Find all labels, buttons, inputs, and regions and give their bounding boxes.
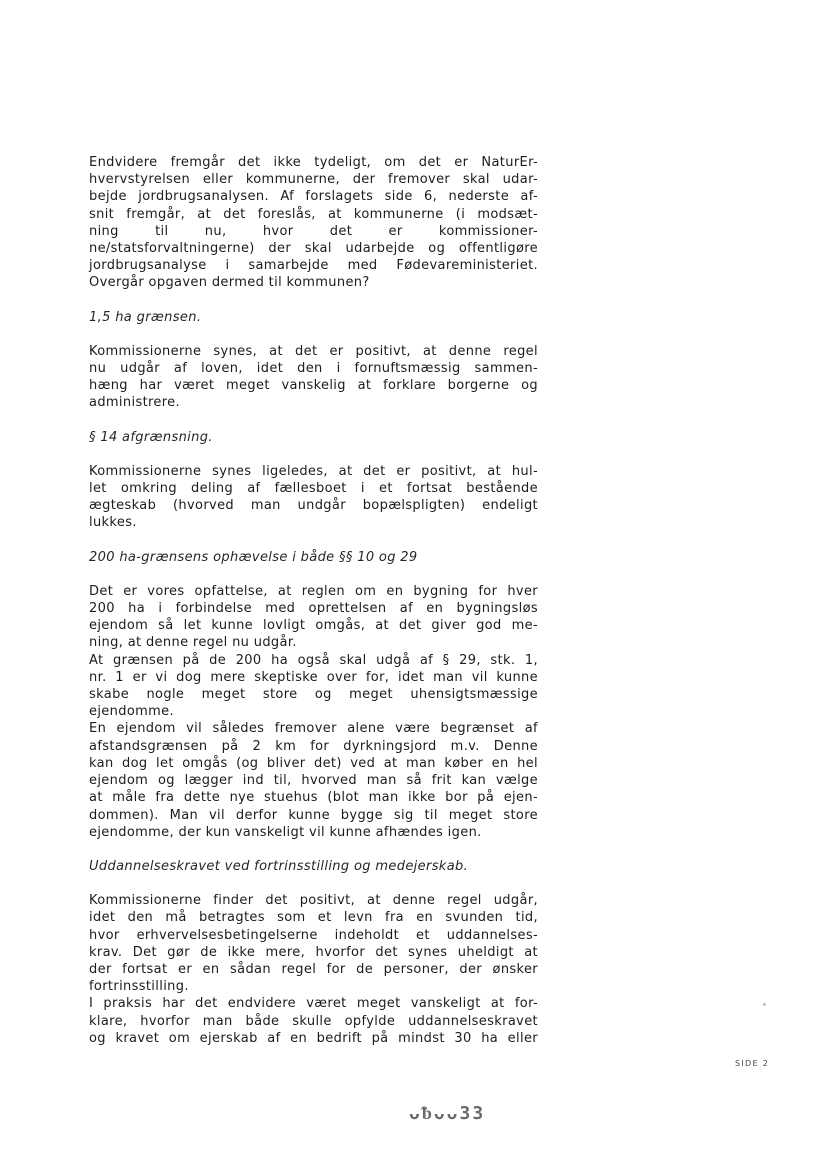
text-line: bejde jordbrugsanalysen. Af forslagets side 6, nederste af- [89,189,538,205]
text-line: I praksis har det endvidere været meget vanskeligt at for- [89,996,538,1012]
text-line: Kommissionerne finder det positivt, at denne regel udgår, [89,893,538,909]
text-line: ne/statsforvaltningerne) der skal udarbejde og offentligøre [89,241,538,257]
text-line: klare, hvorfor man både skulle opfylde uddannelseskravet [89,1013,538,1029]
text-line: administrere. [89,395,181,411]
text-line: kan dog let omgås (og bliver det) ved at man køber en hel [89,755,538,771]
section-heading: § 14 afgrænsning. [89,429,213,445]
text-line: ejendom så let kunne lovligt omgås, at det giver god me- [89,618,538,634]
spacer [89,446,538,463]
text-line: jordbrugsanalyse i samarbejde med Fødevareministeriet. [89,258,538,274]
text-line: krav. Det gør de ikke mere, hvorfor det synes uheldigt at [89,944,538,960]
section-heading: 200 ha-grænsens ophævelse i både §§ 10 og 29 [89,549,418,565]
spacer [89,326,538,343]
text-line: dommen). Man vil derfor kunne bygge sig til meget store [89,807,538,823]
text-line: snit fremgår, at det foreslås, at kommunerne (i modsæt- [89,206,538,222]
document-body [89,154,538,1047]
paragraph-3 [89,463,538,532]
text-line: afstandsgrænsen på 2 km for dyrkningsjord m.v. Denne [89,738,538,754]
text-line: ejendomme, der kun vanskeligt vil kunne afhændes igen. [89,824,482,840]
spacer [89,532,538,549]
text-line: at måle fra dette nye stuehus (blot man ikke bor på ejen- [89,790,538,806]
text-line: ning, at denne regel nu udgår. [89,635,297,651]
section-heading: Uddannelseskravet ved fortrinsstilling og medejerskab. [89,858,469,874]
text-line: ægteskab (hvorved man undgår bopælspligten) endeligt [89,498,538,514]
paragraph-1 [89,154,538,292]
text-line: Kommissionerne synes, at det er positivt, at denne regel [89,343,538,359]
scan-speck [763,1003,766,1006]
text-line: Kommissionerne synes ligeledes, at det er positivt, at hul- [89,463,538,479]
text-line: og kravet om ejerskab af en bedrift på mindst 30 ha eller [89,1030,538,1046]
text-line: Overgår opgaven dermed til kommunen? [89,275,370,291]
text-line: let omkring deling af fællesboet i et fortsat bestående [89,481,538,497]
text-line: hæng har været meget vanskelig at forklare borgerne og [89,378,538,394]
text-line: ning til nu, hvor det er kommissioner- [89,223,538,239]
text-line: En ejendom vil således fremover alene være begrænset af [89,721,538,737]
text-line: ejendom og lægger ind til, hvorved man så frit kan vælge [89,773,538,789]
text-line: ejendomme. [89,704,175,720]
page-number-label: SIDE 2 [735,1059,770,1068]
section-heading: 1,5 ha grænsen. [89,309,202,325]
spacer [89,412,538,429]
text-line: nu udgår af loven, idet den i fornuftsmæssig sammen- [89,361,538,377]
document-stamp-number: ᴗᵬᴗᴗ33 [409,1103,486,1124]
text-line: der fortsat er en sådan regel for de personer, der ønsker [89,961,538,977]
paragraph-4 [89,583,538,841]
text-line: 200 ha i forbindelse med oprettelsen af en bygningsløs [89,601,538,617]
spacer [89,841,538,858]
text-line: fortrinsstilling. [89,979,189,995]
text-line: lukkes. [89,515,137,531]
text-line: Endvidere fremgår det ikke tydeligt, om det er NaturEr- [89,155,538,170]
text-line: Det er vores opfattelse, at reglen om en bygning for hver [89,583,538,599]
paragraph-5 [89,892,538,1047]
text-line: hvervstyrelsen eller kommunerne, der fremover skal udar- [89,172,538,188]
spacer [89,875,538,892]
text-line: hvor erhvervelsesbetingelserne indeholdt et uddannelses- [89,927,538,943]
text-line: At grænsen på de 200 ha også skal udgå af § 29, stk. 1, [89,652,538,668]
text-line: nr. 1 er vi dog mere skeptiske over for, idet man vil kunne [89,669,538,685]
spacer [89,292,538,309]
paragraph-2 [89,343,538,412]
spacer [89,566,538,583]
text-line: skabe nogle meget store og meget uhensigtsmæssige [89,687,538,703]
text-line: idet den må betragtes som et levn fra en svunden tid, [89,910,538,926]
